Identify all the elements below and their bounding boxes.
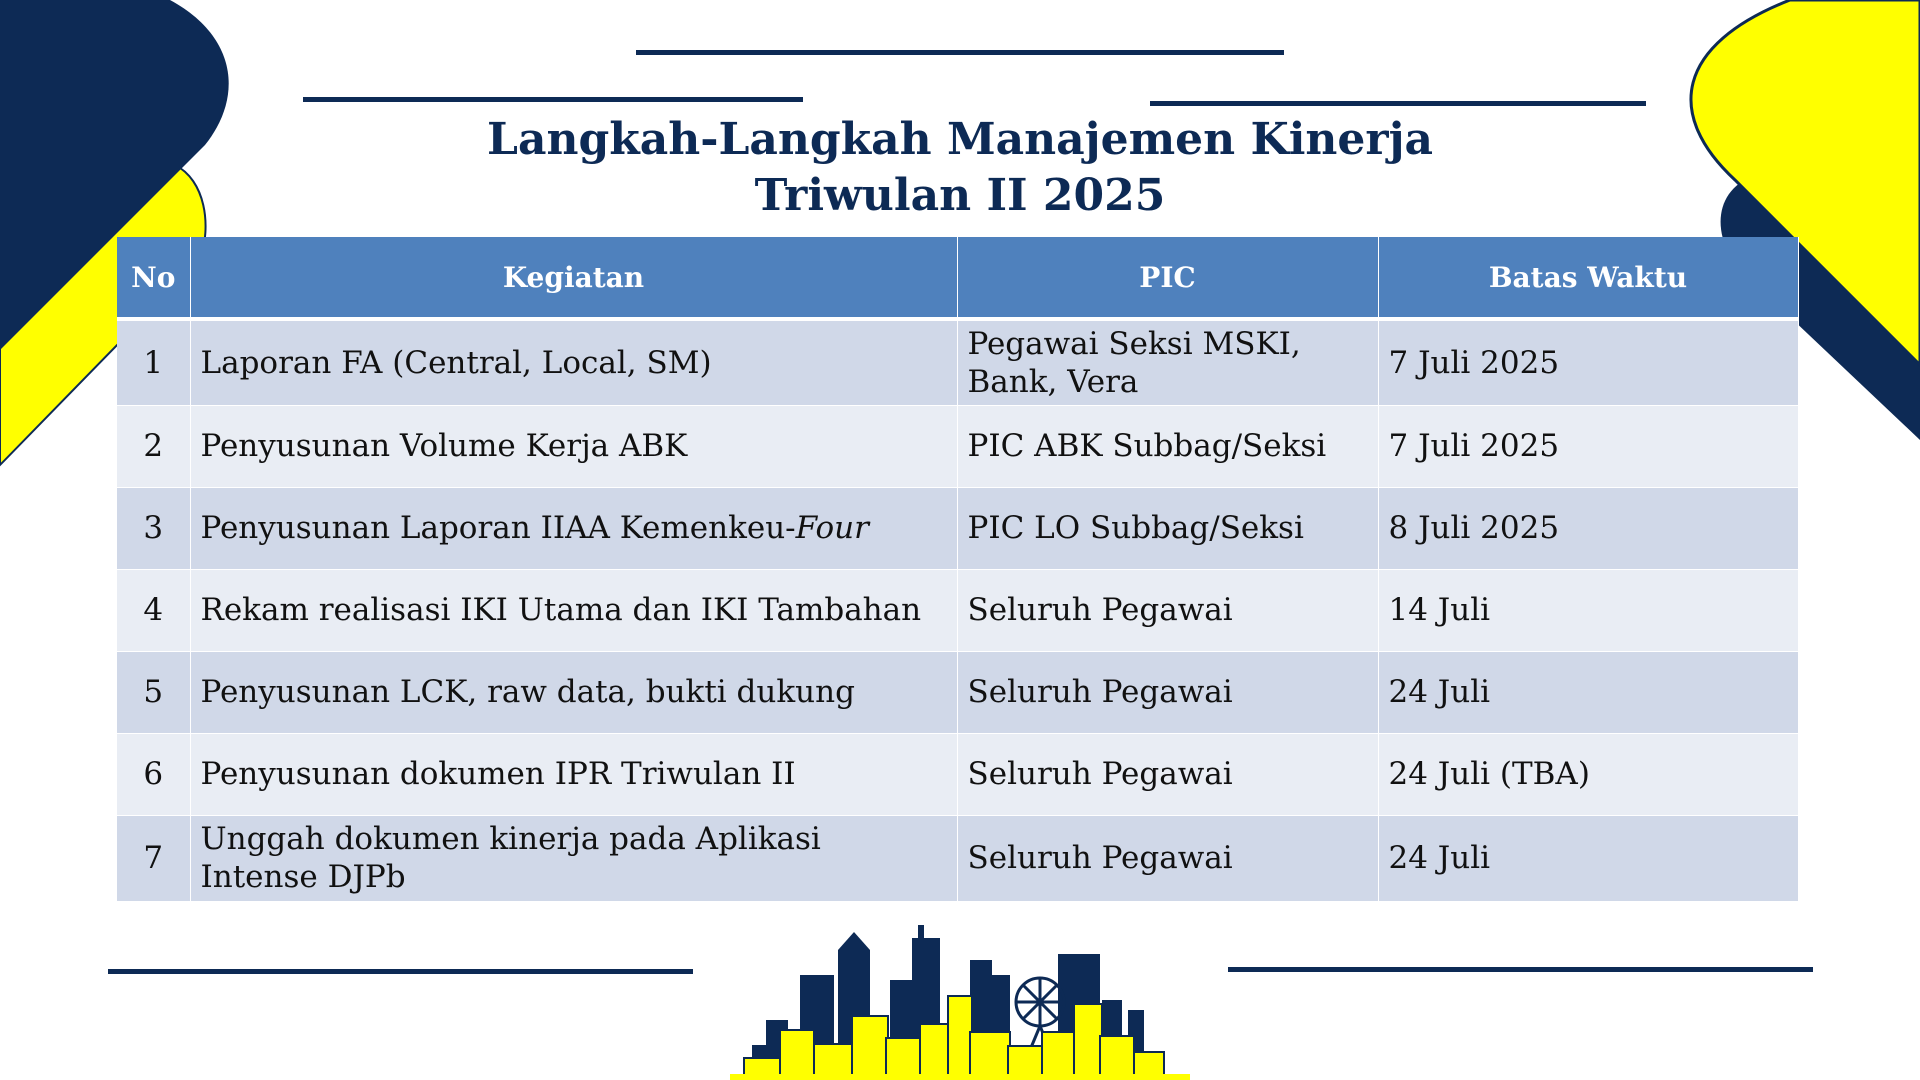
bottom-line-right	[1228, 967, 1813, 972]
row-no: 7	[117, 815, 190, 901]
row-pic: Seluruh Pegawai	[957, 815, 1378, 901]
table-row	[117, 569, 1798, 651]
row-batas-waktu: 14 Juli	[1378, 569, 1798, 651]
row-kegiatan-italic: Four	[795, 510, 869, 546]
top-line-center	[636, 50, 1284, 55]
bottom-line-left	[108, 969, 693, 974]
row-pic: PIC ABK Subbag/Seksi	[957, 405, 1378, 487]
row-kegiatan: Laporan FA (Central, Local, SM)	[190, 319, 957, 405]
row-batas-waktu: 7 Juli 2025	[1378, 405, 1798, 487]
header-kegiatan: Kegiatan	[190, 237, 957, 319]
row-no: 5	[117, 651, 190, 733]
slide-title	[0, 112, 1920, 224]
table-row	[117, 651, 1798, 733]
table-row	[117, 487, 1798, 569]
row-batas-waktu: 24 Juli	[1378, 815, 1798, 901]
row-pic: Seluruh Pegawai	[957, 733, 1378, 815]
header-pic: PIC	[957, 237, 1378, 319]
table-row	[117, 733, 1798, 815]
row-no: 1	[117, 319, 190, 405]
row-batas-waktu: 24 Juli	[1378, 651, 1798, 733]
row-kegiatan-text: Penyusunan Laporan IIAA Kemenkeu-	[200, 510, 796, 546]
table-row	[117, 405, 1798, 487]
row-kegiatan: Unggah dokumen kinerja pada Aplikasi Intense DJPb	[190, 815, 957, 901]
header-no: No	[117, 237, 190, 319]
row-no: 6	[117, 733, 190, 815]
top-line-right	[1150, 101, 1646, 106]
row-kegiatan: Penyusunan LCK, raw data, bukti dukung	[190, 651, 957, 733]
row-no: 4	[117, 569, 190, 651]
row-kegiatan: Penyusunan Volume Kerja ABK	[190, 405, 957, 487]
steps-table	[117, 237, 1799, 901]
table-row	[117, 815, 1798, 901]
row-pic: Seluruh Pegawai	[957, 651, 1378, 733]
row-kegiatan: Rekam realisasi IKI Utama dan IKI Tambahan	[190, 569, 957, 651]
table-header-row	[117, 237, 1798, 319]
top-line-left	[303, 97, 803, 102]
row-no: 3	[117, 487, 190, 569]
row-pic: Seluruh Pegawai	[957, 569, 1378, 651]
city-skyline-illustration	[730, 920, 1190, 1080]
slide-title-line2: Triwulan II 2025	[754, 170, 1166, 221]
row-kegiatan: Penyusunan dokumen IPR Triwulan II	[190, 733, 957, 815]
slide-title-line1: Langkah-Langkah Manajemen Kinerja	[487, 114, 1433, 165]
row-batas-waktu: 24 Juli (TBA)	[1378, 733, 1798, 815]
row-kegiatan	[190, 487, 957, 569]
row-pic: Pegawai Seksi MSKI, Bank, Vera	[957, 319, 1378, 405]
table-row	[117, 319, 1798, 405]
header-batas-waktu: Batas Waktu	[1378, 237, 1798, 319]
row-batas-waktu: 7 Juli 2025	[1378, 319, 1798, 405]
row-no: 2	[117, 405, 190, 487]
row-pic: PIC LO Subbag/Seksi	[957, 487, 1378, 569]
row-batas-waktu: 8 Juli 2025	[1378, 487, 1798, 569]
